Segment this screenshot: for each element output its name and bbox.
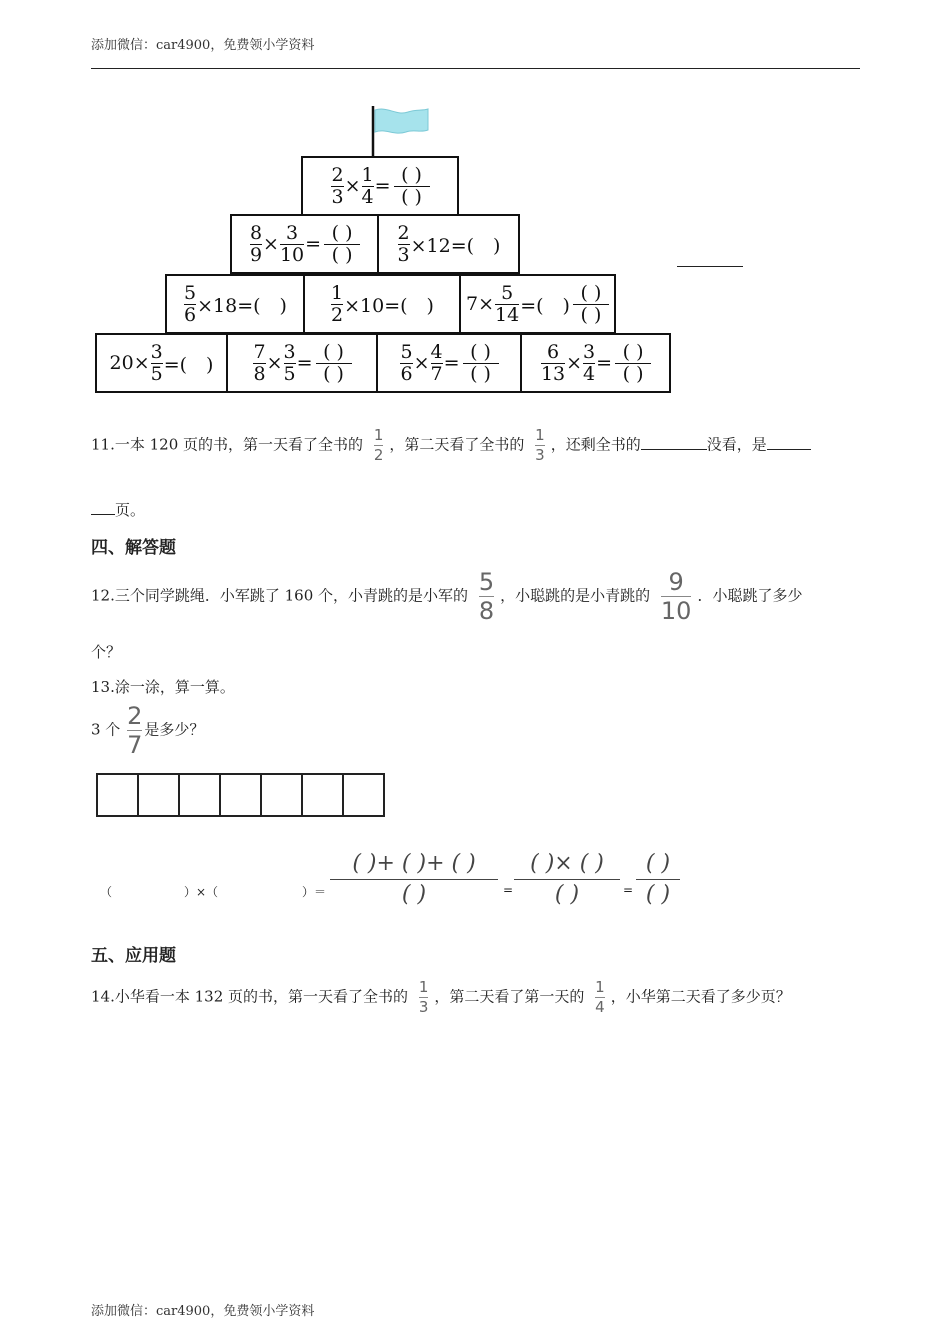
sum-fraction: ( )+ ( )+ ( ) ( ) (330, 853, 498, 906)
pyramid-cell: 5 6 × 4 7 = ( ) ( ) (376, 333, 522, 393)
result-fraction: ( ) ( ) (636, 853, 680, 906)
question-13-prompt: 3 个 $\frac{2}{7}$ 是多少？ (91, 702, 205, 759)
pyramid-cell: 20× 3 5 =( ) (95, 333, 228, 393)
pyramid-cell: 2 3 ×12=( ) (377, 214, 520, 274)
header-text: 添加微信：car4900，免费领小学资料 (91, 38, 315, 53)
section-title: 四、解答题 (91, 538, 176, 558)
pyramid-cell: 8 9 × 3 10 = ( ) ( ) (230, 214, 379, 274)
fraction: $\frac{9}{10}$ (660, 568, 692, 625)
footer-text: 添加微信：car4900，免费领小学资料 (91, 1304, 315, 1319)
pyramid-cell: 6 13 × 3 4 = ( ) ( ) (520, 333, 671, 393)
question-11: 11.一本 120 页的书，第一天看了全书的 $\frac{1}{2}$ ，第二天看了全书的 $\frac{1}{3}$ ，还剩全书的 没看，是 (91, 428, 811, 463)
grid-box[interactable] (303, 775, 344, 815)
question-12-cont: 个？ (91, 643, 122, 661)
equation-equals: ）＝ (302, 885, 327, 899)
equals-sign: = (503, 883, 514, 897)
grid-box[interactable] (180, 775, 221, 815)
pyramid-cell: 7 8 × 3 5 = ( ) ( ) (226, 333, 378, 393)
grid-box[interactable] (98, 775, 139, 815)
flag-icon (370, 104, 432, 160)
product-fraction: ( )× ( ) ( ) (514, 853, 620, 906)
pyramid-cell: 5 6 ×18=( ) (165, 274, 305, 334)
header-divider (91, 68, 860, 69)
grid-box[interactable] (221, 775, 262, 815)
question-13: 13.涂一涂，算一算。 (91, 678, 235, 696)
answer-blank[interactable] (767, 449, 811, 450)
question-11-cont: 页。 (91, 499, 145, 520)
fraction: $\frac{5}{8}$ (478, 568, 495, 625)
question-14: 14.小华看一本 132 页的书，第一天看了全书的 $\frac{1}{3}$ ，第二天看了第一天的 $\frac{1}{4}$ ，小华第二天看了多少页？ (91, 978, 791, 1016)
shading-grid (96, 773, 385, 817)
equals-sign: = (623, 883, 634, 897)
fraction: $\frac{1}{3}$ (418, 978, 429, 1016)
section-title: 五、应用题 (91, 946, 176, 966)
pyramid-cell: 2 3 × 1 4 = ( ) ( ) (301, 156, 459, 216)
grid-box[interactable] (139, 775, 180, 815)
answer-blank[interactable] (677, 266, 743, 267)
equation-times: ）×（ (184, 885, 219, 899)
grid-box[interactable] (262, 775, 303, 815)
equation-blank-1: （ (100, 885, 113, 899)
pyramid-cell: 7× 5 14 =( ) ( ) ( ) (459, 274, 616, 334)
question-12: 12.三个同学跳绳．小军跳了 160 个，小青跳的是小军的 $\frac{5}{8}$ ，小聪跳的是小青跳的 $\frac{9}{10}$ ．小聪跳了多少 (91, 568, 803, 625)
fraction: $\frac{1}{3}$ (535, 426, 545, 464)
grid-box[interactable] (344, 775, 383, 815)
fraction: $\frac{1}{4}$ (595, 978, 605, 1016)
answer-blank[interactable] (641, 449, 707, 450)
fraction: $\frac{1}{2}$ (373, 426, 384, 464)
pyramid-cell: 1 2 ×10=( ) (303, 274, 461, 334)
answer-blank[interactable] (91, 514, 115, 515)
fraction: $\frac{2}{7}$ (127, 702, 143, 759)
fraction-pyramid (90, 100, 690, 400)
